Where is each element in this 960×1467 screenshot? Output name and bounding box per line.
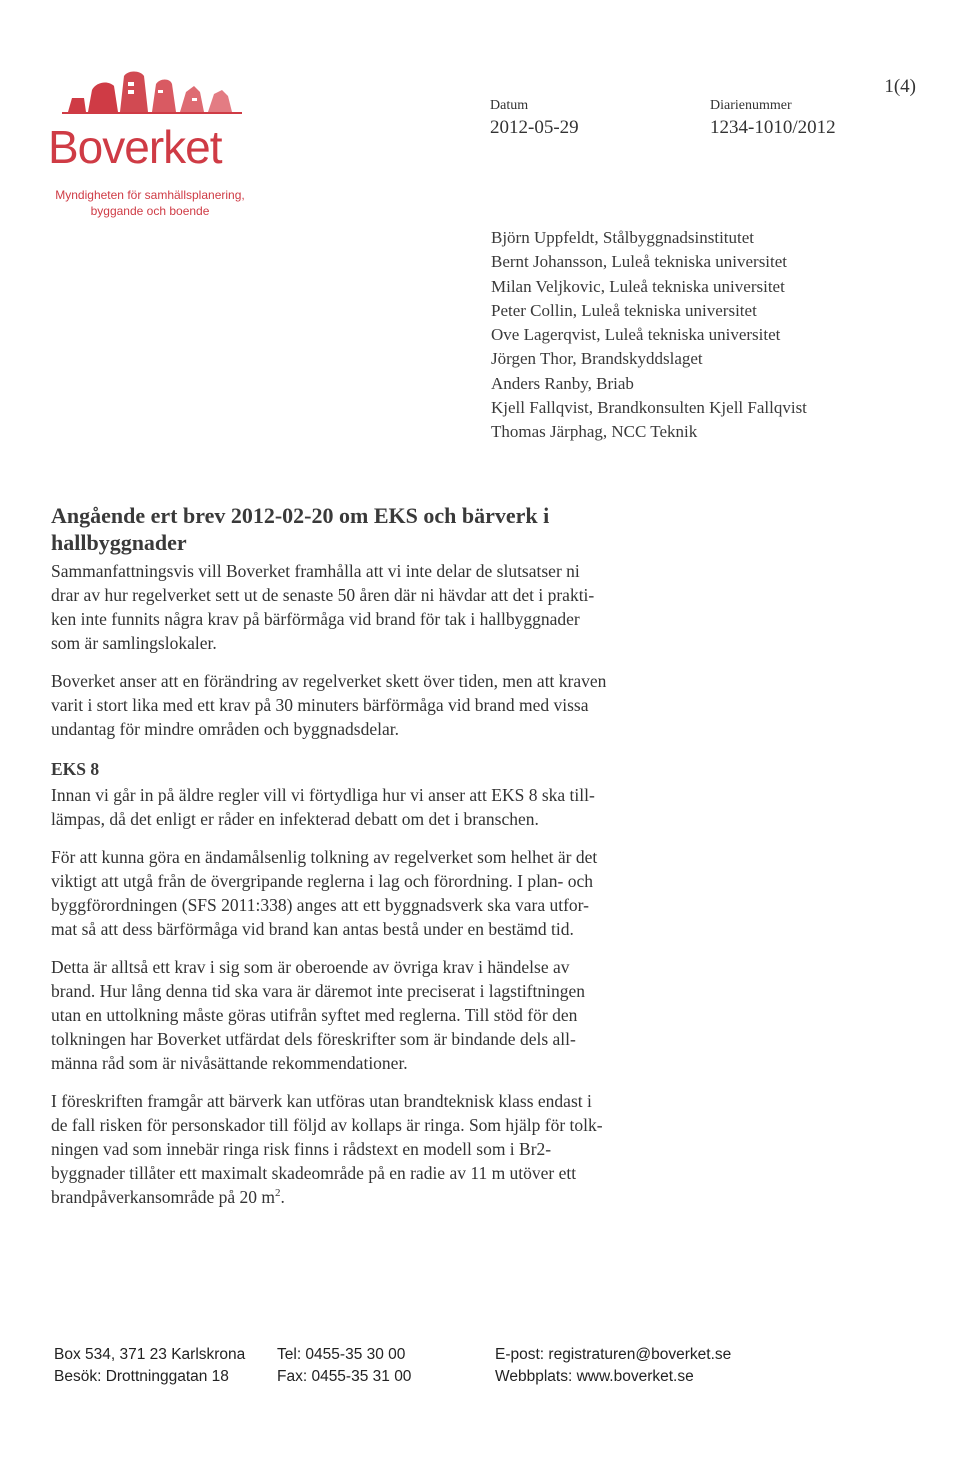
recipient-item: Peter Collin, Luleå tekniska universitet [491,300,757,320]
section-heading: EKS 8 [51,759,100,779]
footer-phone-block [277,1344,411,1388]
logo-tagline-line2: byggande och boende [90,204,210,218]
recipient-item: Milan Veljkovic, Luleå tekniska universitet [491,276,785,296]
recipient-item: Kjell Fallqvist, Brandkonsulten Kjell Fallqvist [491,398,807,418]
boverket-logo-icon [62,68,242,114]
recipient-item: Anders Ranby, Briab [491,373,634,393]
footer-visit: Besök: Drottninggatan 18 [54,1368,229,1385]
recipient-item: Bernt Johansson, Luleå tekniska universitet [491,252,788,272]
logo-tagline-line1: Myndigheten för samhällsplanering, [55,188,245,202]
paragraph: Sammanfattningsvis vill Boverket framhålla att vi inte delar de slutsatser ni drar av hur regelverket sett ut de senaste 50 åren där ni hävdar att det i prakti- ken inte funnits några krav på bärförmåga vid brand för tak i hallbyggnader som är samlingslokaler. [51,561,595,653]
footer-address: Box 534, 371 23 Karlskrona [54,1346,246,1363]
paragraph-end: . [280,1187,285,1207]
logo-tagline [48,187,252,219]
footer-fax: Fax: 0455-35 31 00 [277,1368,412,1385]
footer-email: E-post: registraturen@boverket.se [495,1346,732,1363]
footer-web: Webbplats: www.boverket.se [495,1368,694,1385]
recipient-item: Björn Uppfeldt, Stålbyggnadsinstitutet [491,228,755,247]
diarienummer-value: 1234-1010/2012 [710,117,836,138]
letter-body [51,502,721,1223]
letter-title: Angående ert brev 2012-02-20 om EKS och bärverk i hallbyggnader [51,503,550,555]
recipient-item: Thomas Järphag, NCC Teknik [491,422,698,442]
paragraph-text: I föreskriften framgår att bärverk kan utföras utan brandteknisk klass endast i de fall risken för personskador till följd av kollaps är ringa. Som hjälp för tolk- ningen vad som innebär ringa risk finns i rådstext en modell som i Br2- byggnader tillåter ett maximalt skadeområde på en radie av 11 m utöver ett brandpåverkansområde på 20 m [51,1091,603,1207]
logo-wordmark: Boverket [48,121,222,173]
datum-label: Datum [490,98,529,113]
paragraph [51,1089,721,1209]
recipient-item: Jörgen Thor, Brandskyddslaget [491,349,703,369]
paragraph: Boverket anser att en förändring av regelverket skett över tiden, men att kraven varit i stort lika med ett krav på 30 minuters bärförmåga vid brand med vissa undantag för mindre områden och byggnadsdelar. [51,671,607,739]
paragraph: För att kunna göra en ändamålsenlig tolkning av regelverket som helhet är det viktigt att utgå från de övergripande reglerna i lag och förordning. I plan- och byggförordningen (SFS 2011:338) anges att ett byggnadsverk ska vara utfor- mat så att dess bärförmåga vid brand kan antas bestå under en bestämd tid. [51,847,598,939]
recipient-list [491,226,807,445]
paragraph: Detta är alltså ett krav i sig som är oberoende av övriga krav i händelse av brand. Hur lång denna tid ska vara är däremot inte preciserat i lagstiftningen utan en uttolkning måste göras utifrån syftet med reglerna. Till stöd för den tolkningen har Boverket utfärdat dels föreskrifter som är bindande dels all- männa råd som är nivåsättande rekommendationer. [51,957,586,1073]
footer-tel: Tel: 0455-35 30 00 [277,1346,406,1363]
paragraph: Innan vi går in på äldre regler vill vi förtydliga hur vi anser att EKS 8 ska till- lämpas, då det enligt er råder en infekterad debatt om det i branschen. [51,785,595,829]
datum-value: 2012-05-29 [490,117,579,138]
footer-contact-block [495,1344,731,1388]
superscript: 2 [275,1187,281,1200]
footer-address-block [54,1344,245,1388]
diarienummer-label: Diarienummer [710,98,792,113]
page-number: 1(4) [884,76,916,97]
recipient-item: Ove Lagerqvist, Luleå tekniska universitet [491,325,781,345]
